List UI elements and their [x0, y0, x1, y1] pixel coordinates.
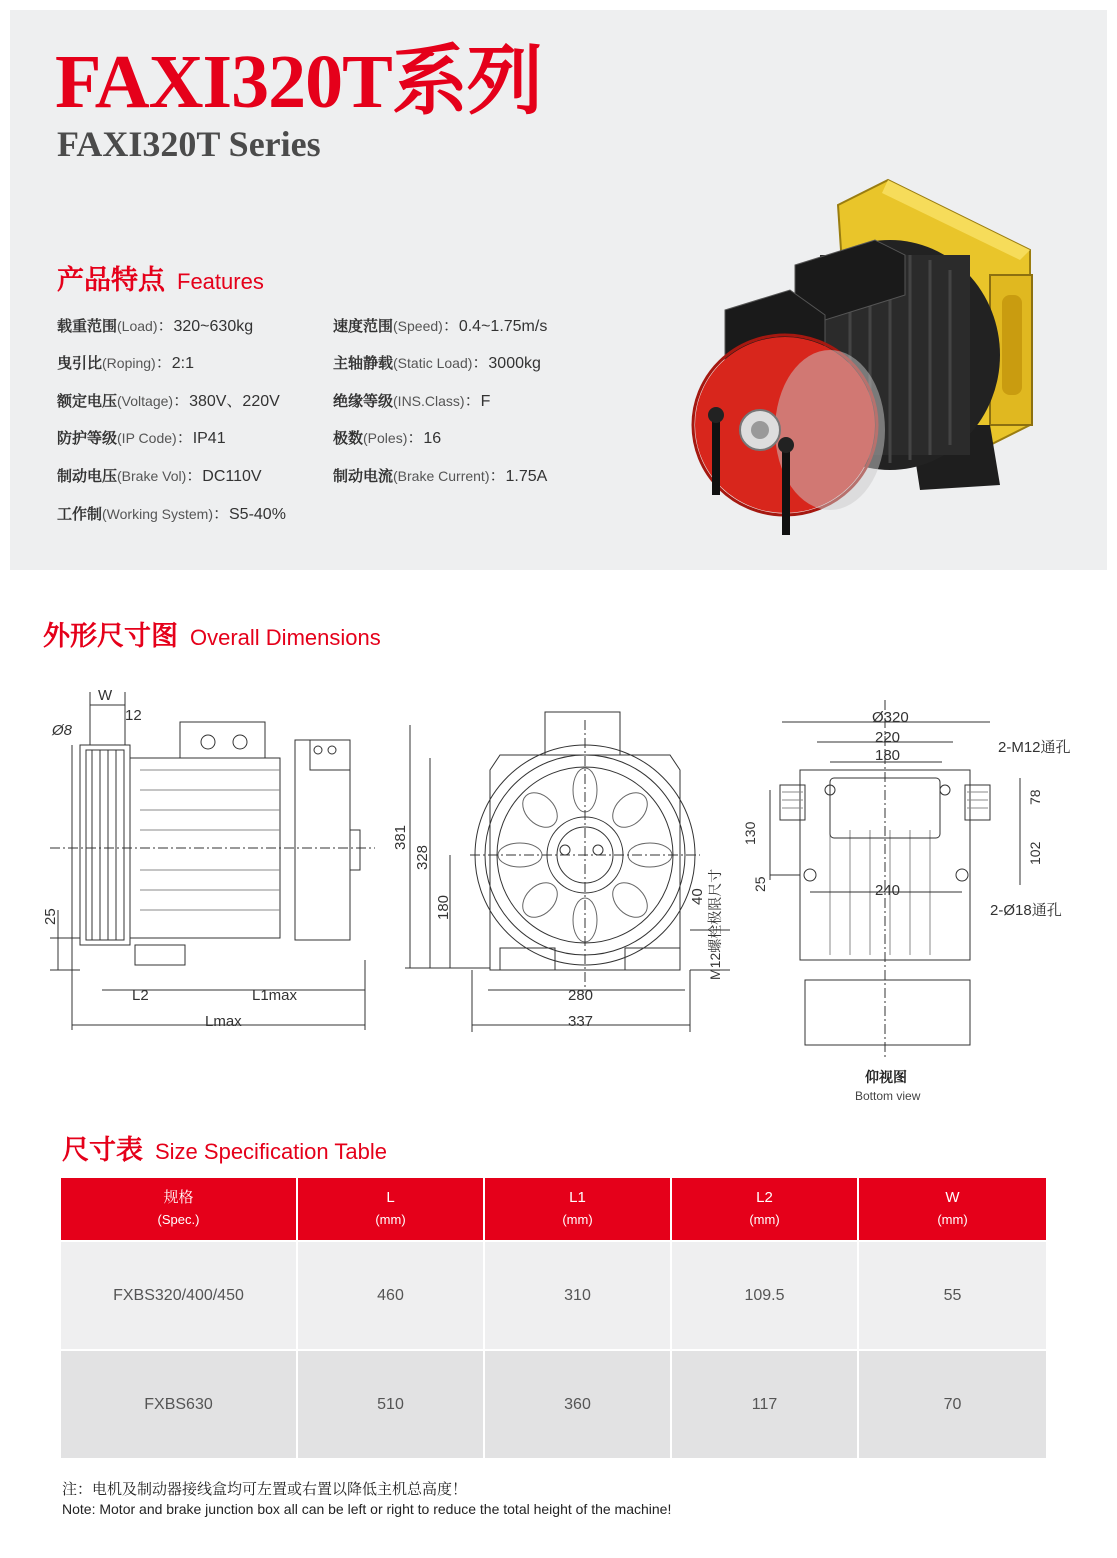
bottom-view — [742, 700, 1071, 1103]
svg-text:W: W — [98, 687, 113, 704]
feature-brake-current: 制动电流(Brake Current)：1.75A — [333, 467, 548, 485]
feature-speed: 速度范围(Speed)：0.4~1.75m/s — [333, 317, 548, 335]
page-subtitle: FAXI320T Series — [57, 124, 321, 164]
dimensions-heading-en: Overall Dimensions — [190, 625, 381, 650]
note-en: Note: Motor and brake junction box all can be left or right to reduce the total height of the machine! — [62, 1501, 672, 1517]
svg-text:130: 130 — [742, 821, 758, 845]
page-title: FAXI320T系列 — [55, 40, 542, 124]
feature-voltage: 额定电压(Voltage)：380V、220V — [57, 392, 280, 410]
table-cell: 360 — [484, 1350, 671, 1458]
svg-text:L1max: L1max — [252, 987, 298, 1004]
feature-ins-class: 绝缘等级(INS.Class)：F — [333, 392, 491, 410]
size-table-heading — [62, 1128, 387, 1167]
table-cell: FXBS630 — [61, 1350, 297, 1458]
brake-handle-right — [782, 445, 790, 535]
dimensions-heading-cn: 外形尺寸图 — [43, 621, 178, 652]
feature-poles: 极数(Poles)：16 — [333, 429, 442, 447]
svg-text:仰视图: 仰视图 — [865, 1069, 907, 1085]
svg-text:Lmax: Lmax — [205, 1013, 242, 1030]
col-l2: L2 (mm) — [671, 1178, 858, 1241]
table-cell: 55 — [858, 1241, 1046, 1350]
feature-static-load: 主轴静载(Static Load)：3000kg — [333, 354, 541, 372]
table-row — [61, 1350, 1046, 1458]
svg-text:Bottom view: Bottom view — [855, 1089, 921, 1103]
feature-load: 载重范围(Load)：320~630kg — [57, 317, 254, 335]
feature-ip-code: 防护等级(IP Code)：IP41 — [57, 429, 226, 447]
table-cell: 510 — [297, 1350, 484, 1458]
svg-text:240: 240 — [875, 882, 901, 899]
svg-text:180: 180 — [435, 894, 452, 920]
svg-text:Ø8: Ø8 — [52, 722, 73, 739]
features-heading — [57, 258, 264, 297]
svg-text:180: 180 — [875, 747, 901, 764]
size-table-heading-en: Size Specification Table — [155, 1139, 387, 1164]
table-cell: 117 — [671, 1350, 858, 1458]
svg-text:337: 337 — [568, 1013, 594, 1030]
svg-text:25: 25 — [42, 908, 59, 925]
table-cell: 310 — [484, 1241, 671, 1350]
svg-text:40: 40 — [689, 888, 706, 905]
dimension-drawings — [30, 670, 1090, 1110]
feature-roping: 曳引比(Roping)：2:1 — [57, 354, 194, 372]
svg-text:280: 280 — [568, 987, 594, 1004]
note-cn: 注：电机及制动器接线盒均可左置或右置以降低主机总高度！ — [62, 1480, 468, 1498]
features-heading-cn: 产品特点 — [57, 265, 165, 296]
table-row — [61, 1241, 1046, 1350]
table-cell: 70 — [858, 1350, 1046, 1458]
front-view — [392, 712, 730, 1032]
table-cell: 460 — [297, 1241, 484, 1350]
svg-text:2-M12通孔: 2-M12通孔 — [998, 739, 1071, 756]
col-spec: 规格 (Spec.) — [61, 1178, 297, 1241]
svg-text:328: 328 — [414, 844, 431, 870]
brake-handle-left — [712, 415, 720, 495]
svg-text:12: 12 — [125, 707, 142, 724]
dimensions-heading — [43, 614, 381, 653]
table-cell: 109.5 — [671, 1241, 858, 1350]
size-table-heading-cn: 尺寸表 — [62, 1135, 143, 1166]
features-heading-en: Features — [177, 269, 264, 294]
svg-text:381: 381 — [392, 824, 409, 850]
feature-working-system: 工作制(Working System)：S5-40% — [57, 505, 286, 523]
svg-text:M12螺栓极限尺寸: M12螺栓极限尺寸 — [707, 868, 723, 980]
svg-text:220: 220 — [875, 729, 901, 746]
svg-text:Ø320: Ø320 — [872, 709, 909, 726]
svg-text:L2: L2 — [132, 987, 149, 1004]
svg-text:102: 102 — [1027, 841, 1043, 865]
size-spec-table — [61, 1178, 1046, 1458]
side-view — [42, 687, 375, 1030]
col-l: L (mm) — [297, 1178, 484, 1241]
table-header-row — [61, 1178, 1046, 1241]
col-l1: L1 (mm) — [484, 1178, 671, 1241]
motor-illustration — [690, 175, 1080, 545]
svg-text:25: 25 — [752, 876, 768, 892]
col-w: W (mm) — [858, 1178, 1046, 1241]
feature-brake-voltage: 制动电压(Brake Vol)：DC110V — [57, 467, 262, 485]
svg-text:78: 78 — [1027, 789, 1043, 805]
table-cell: FXBS320/400/450 — [61, 1241, 297, 1350]
svg-text:2-Ø18通孔: 2-Ø18通孔 — [990, 902, 1062, 919]
